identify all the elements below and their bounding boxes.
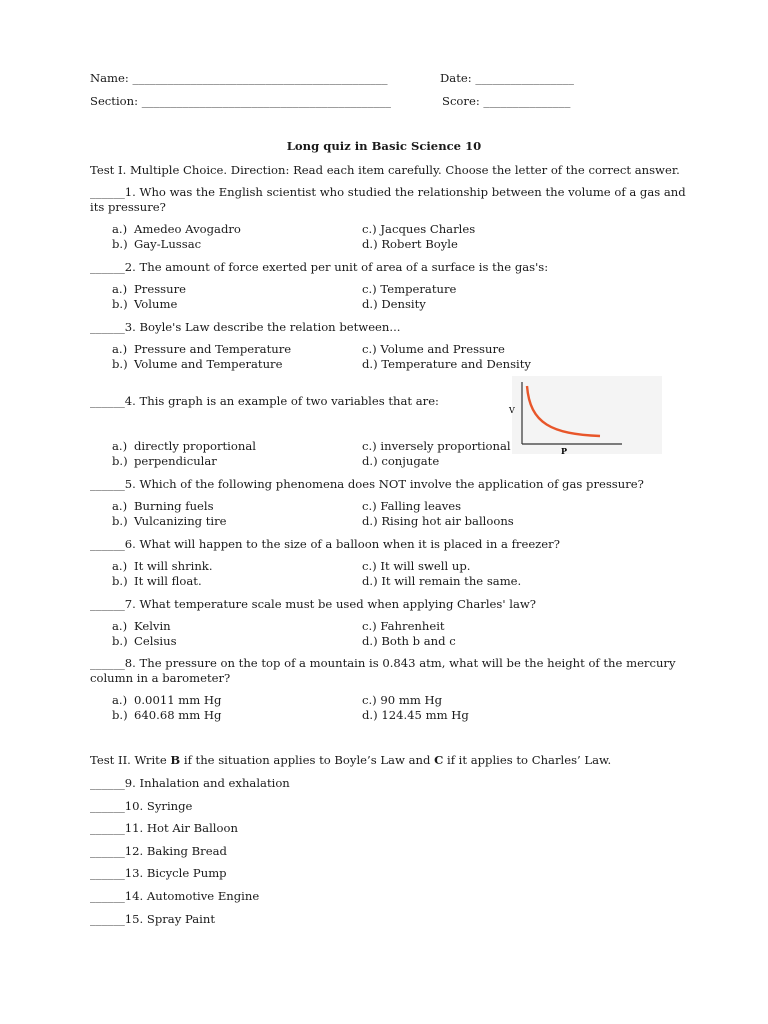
option-text: Vulcanizing tire: [134, 514, 227, 528]
option-letter: d.): [362, 514, 378, 528]
option-letter: c.): [362, 559, 377, 573]
q3-option-c[interactable]: [362, 342, 505, 356]
q8-option-b[interactable]: [112, 708, 221, 722]
q6-option-b[interactable]: [112, 574, 202, 588]
test2-intro-post: if it applies to Charles’ Law.: [443, 753, 612, 767]
option-letter: d.): [362, 574, 378, 588]
option-text: Pressure: [134, 282, 186, 296]
option-letter: b.): [112, 237, 128, 251]
question-5: ______5. Which of the following phenomena does NOT involve the application of gas pressure?: [90, 477, 644, 491]
option-letter: a.): [112, 559, 128, 573]
test2-item-13[interactable]: ______13. Bicycle Pump: [90, 866, 227, 880]
option-letter: d.): [362, 297, 378, 311]
test2-item-11[interactable]: ______11. Hot Air Balloon: [90, 821, 238, 835]
option-letter: c.): [362, 499, 377, 513]
option-text: Gay-Lussac: [134, 237, 202, 251]
inverse-curve: [527, 386, 600, 436]
option-letter: a.): [112, 282, 128, 296]
option-text: conjugate: [381, 454, 440, 468]
option-text: perpendicular: [134, 454, 217, 468]
option-letter: c.): [362, 439, 377, 453]
test2-item-10[interactable]: ______10. Syringe: [90, 799, 193, 813]
test2-item-14[interactable]: ______14. Automotive Engine: [90, 889, 260, 903]
option-letter: c.): [362, 282, 377, 296]
option-text: It will remain the same.: [381, 574, 522, 588]
option-letter: d.): [362, 708, 378, 722]
score-line[interactable]: Score: _______________: [442, 94, 571, 108]
option-text: It will float.: [134, 574, 202, 588]
option-text: Falling leaves: [380, 499, 462, 513]
q6-option-d[interactable]: [362, 574, 521, 588]
option-letter: b.): [112, 454, 128, 468]
option-text: Jacques Charles: [380, 222, 476, 236]
question-4: ______4. This graph is an example of two variables that are:: [90, 394, 439, 408]
q2-option-b[interactable]: [112, 297, 177, 311]
option-text: Density: [381, 297, 426, 311]
q3-option-d[interactable]: [362, 357, 531, 371]
test2-item-12[interactable]: ______12. Baking Bread: [90, 844, 227, 858]
test2-instruction: [90, 753, 611, 767]
section-line[interactable]: Section: ___________________________________________: [90, 94, 391, 108]
option-letter: d.): [362, 237, 378, 251]
option-letter: a.): [112, 693, 128, 707]
option-text: Kelvin: [134, 619, 171, 633]
option-letter: a.): [112, 499, 128, 513]
option-text: Fahrenheit: [380, 619, 445, 633]
q4-option-c[interactable]: [362, 439, 511, 453]
option-text: Burning fuels: [134, 499, 214, 513]
question-8: ______8. The pressure on the top of a mountain is 0.843 atm, what will be the height of the mercury column in a barometer?: [90, 656, 676, 685]
option-text: 90 mm Hg: [380, 693, 443, 707]
option-letter: a.): [112, 439, 128, 453]
option-text: inversely proportional: [380, 439, 511, 453]
option-text: Robert Boyle: [381, 237, 458, 251]
option-letter: b.): [112, 297, 128, 311]
q6-option-a[interactable]: [112, 559, 213, 573]
option-letter: b.): [112, 574, 128, 588]
date-line[interactable]: Date: _________________: [440, 71, 574, 85]
option-letter: a.): [112, 619, 128, 633]
option-letter: c.): [362, 619, 377, 633]
q8-option-c[interactable]: [362, 693, 442, 707]
pv-graph: [509, 376, 662, 456]
q5-option-c[interactable]: [362, 499, 461, 513]
q7-option-d[interactable]: [362, 634, 456, 648]
option-text: 124.45 mm Hg: [381, 708, 469, 722]
q8-option-a[interactable]: [112, 693, 221, 707]
q3-option-b[interactable]: [112, 357, 282, 371]
q5-option-d[interactable]: [362, 514, 514, 528]
option-letter: b.): [112, 634, 128, 648]
q3-option-a[interactable]: [112, 342, 291, 356]
q7-option-a[interactable]: [112, 619, 171, 633]
q7-option-c[interactable]: [362, 619, 445, 633]
test2-intro-mid: if the situation applies to Boyle’s Law and: [180, 753, 435, 767]
option-letter: a.): [112, 342, 128, 356]
q1-option-c[interactable]: [362, 222, 475, 236]
question-7: ______7. What temperature scale must be used when applying Charles' law?: [90, 597, 536, 611]
q5-option-b[interactable]: [112, 514, 227, 528]
q2-option-d[interactable]: [362, 297, 426, 311]
q4-option-b[interactable]: [112, 454, 217, 468]
question-2: ______2. The amount of force exerted per unit of area of a surface is the gas's:: [90, 260, 549, 274]
q1-option-a[interactable]: [112, 222, 241, 236]
option-text: It will shrink.: [134, 559, 213, 573]
question-1: ______1. Who was the English scientist who studied the relationship between the volume of a gas and its pressure?: [90, 185, 686, 214]
question-3: ______3. Boyle's Law describe the relation between...: [90, 320, 401, 334]
option-text: 640.68 mm Hg: [134, 708, 222, 722]
test2-item-15[interactable]: ______15. Spray Paint: [90, 912, 215, 926]
y-axis-label: V: [509, 406, 515, 415]
option-text: Pressure and Temperature: [134, 342, 292, 356]
q2-option-c[interactable]: [362, 282, 456, 296]
option-text: Temperature and Density: [381, 357, 531, 371]
x-axis-label: P: [561, 446, 568, 456]
option-letter: d.): [362, 357, 378, 371]
test2-intro-pre: Test II. Write: [90, 753, 171, 767]
option-letter: c.): [362, 342, 377, 356]
q1-option-d[interactable]: [362, 237, 458, 251]
option-letter: c.): [362, 693, 377, 707]
option-text: It will swell up.: [380, 559, 471, 573]
option-text: directly proportional: [134, 439, 256, 453]
option-letter: b.): [112, 514, 128, 528]
q4-option-d[interactable]: [362, 454, 439, 468]
option-text: Volume: [134, 297, 178, 311]
option-letter: c.): [362, 222, 377, 236]
option-letter: a.): [112, 222, 128, 236]
option-letter: b.): [112, 357, 128, 371]
option-text: Temperature: [380, 282, 457, 296]
option-text: Celsius: [134, 634, 177, 648]
q4-option-a[interactable]: [112, 439, 256, 453]
test2-b-marker: B: [170, 753, 181, 767]
pv-curve-chart: [509, 376, 662, 456]
name-line[interactable]: Name: ____________________________________________: [90, 71, 388, 85]
q5-option-a[interactable]: [112, 499, 214, 513]
option-text: Both b and c: [381, 634, 456, 648]
q8-option-d[interactable]: [362, 708, 469, 722]
option-text: 0.0011 mm Hg: [134, 693, 222, 707]
option-text: Amedeo Avogadro: [134, 222, 241, 236]
question-6: ______6. What will happen to the size of a balloon when it is placed in a freezer?: [90, 537, 560, 551]
option-letter: b.): [112, 708, 128, 722]
test2-c-marker: C: [434, 753, 444, 767]
test2-item-9[interactable]: ______9. Inhalation and exhalation: [90, 776, 290, 790]
option-letter: d.): [362, 634, 378, 648]
q6-option-c[interactable]: [362, 559, 470, 573]
test1-instruction: Test I. Multiple Choice. Direction: Read each item carefully. Choose the letter of the correct answer.: [90, 163, 680, 177]
q7-option-b[interactable]: [112, 634, 177, 648]
q2-option-a[interactable]: [112, 282, 186, 296]
q1-option-b[interactable]: [112, 237, 201, 251]
option-text: Rising hot air balloons: [381, 514, 514, 528]
quiz-title: Long quiz in Basic Science 10: [286, 139, 482, 153]
option-letter: d.): [362, 454, 378, 468]
option-text: Volume and Temperature: [134, 357, 283, 371]
option-text: Volume and Pressure: [380, 342, 505, 356]
